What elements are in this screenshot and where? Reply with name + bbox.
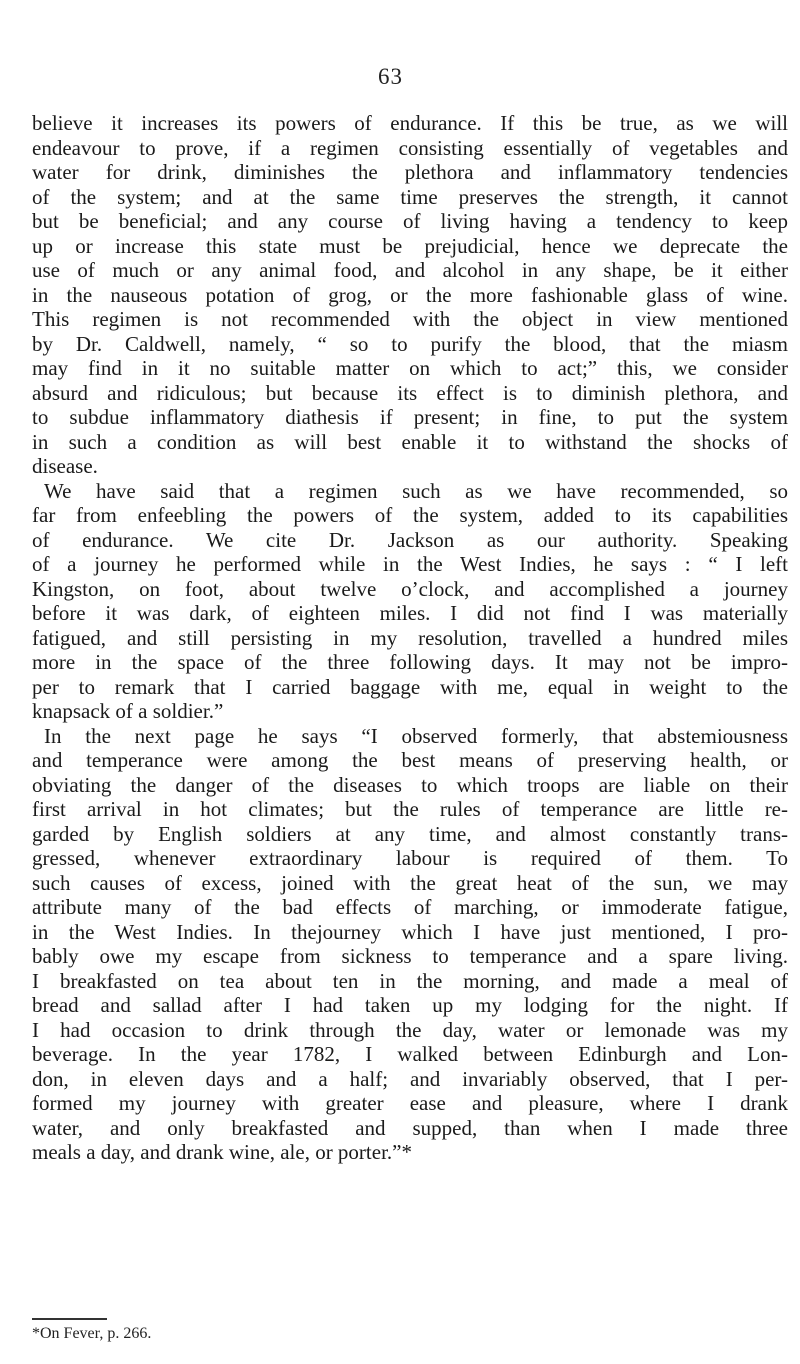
text-line: bread and sallad after I had taken up my lodging for the night. If <box>32 993 788 1017</box>
text-line: bably owe my escape from sickness to temperance and a spare living. <box>32 944 788 968</box>
text-line: meals a day, and drank wine, ale, or porter.”* <box>32 1140 412 1164</box>
text-line: beverage. In the year 1782, I walked between Edinburgh and Lon- <box>32 1042 788 1066</box>
text-line: of a journey he performed while in the West Indies, he says : “ I left <box>32 552 788 576</box>
text-line: knapsack of a soldier.” <box>32 699 224 723</box>
text-line: Kingston, on foot, about twelve o’clock, and accomplished a journey <box>32 576 788 601</box>
text-line: such causes of excess, joined with the great heat of the sun, we may <box>32 870 788 895</box>
footnote-rule <box>32 1318 107 1320</box>
text-line: up or increase this state must be prejudicial, hence we deprecate the <box>32 233 788 258</box>
text-line: absurd and ridiculous; but because its effect is to diminish plethora, and <box>32 380 788 405</box>
paragraph-start-line: We have said that a regimen such as we have recommended, so <box>44 478 788 503</box>
text-line: garded by English soldiers at any time, and almost constantly trans- <box>32 821 788 846</box>
text-line: formed my journey with greater ease and pleasure, where I drank <box>32 1091 788 1115</box>
text-line: gressed, whenever extraordinary labour is required of them. To <box>32 846 788 870</box>
text-line: to subdue inflammatory diathesis if present; in fine, to put the system <box>32 405 788 429</box>
body-text <box>32 111 788 1165</box>
text-line: water for drink, diminishes the plethora and inflammatory tendencies <box>32 160 788 184</box>
text-line: of endurance. We cite Dr. Jackson as our authority. Speaking <box>32 527 788 552</box>
text-line: in the nauseous potation of grog, or the more fashionable glass of wine. <box>32 282 788 307</box>
paragraph-start-line: In the next page he says “I observed formerly, that abstemiousness <box>44 723 788 748</box>
text-line: obviating the danger of the diseases to which troops are liable on their <box>32 772 788 797</box>
text-line: but be beneficial; and any course of living having a tendency to keep <box>32 209 788 233</box>
text-line: by Dr. Caldwell, namely, “ so to purify the blood, that the miasm <box>32 331 788 356</box>
text-line: in the West Indies. In thejourney which I have just mentioned, I pro- <box>32 919 788 944</box>
text-line: use of much or any animal food, and alcohol in any shape, be it either <box>32 258 788 282</box>
text-line: don, in eleven days and a half; and invariably observed, that I per- <box>32 1066 788 1091</box>
text-line: per to remark that I carried baggage with me, equal in weight to the <box>32 674 788 699</box>
text-line: This regimen is not recommended with the object in view mentioned <box>32 307 788 331</box>
text-line: first arrival in hot climates; but the rules of temperance are little re- <box>32 797 788 821</box>
text-line: more in the space of the three following days. It may not be impro- <box>32 650 788 674</box>
text-line: in such a condition as will best enable it to withstand the shocks of <box>32 429 788 454</box>
text-line: I had occasion to drink through the day, water or lemonade was my <box>32 1017 788 1042</box>
footnote: *On Fever, p. 266. <box>32 1325 152 1342</box>
text-line: believe it increases its powers of endurance. If this be true, as we will <box>32 111 788 135</box>
text-line: fatigued, and still persisting in my resolution, travelled a hundred miles <box>32 625 788 650</box>
text-line: endeavour to prove, if a regimen consisting essentially of vegetables and <box>32 135 788 160</box>
text-line: water, and only breakfasted and supped, than when I made three <box>32 1115 788 1140</box>
text-line: before it was dark, of eighteen miles. I did not find I was materially <box>32 601 788 625</box>
text-line: disease. <box>32 454 98 478</box>
text-line: of the system; and at the same time preserves the strength, it cannot <box>32 184 788 209</box>
text-line: attribute many of the bad effects of marching, or immoderate fatigue, <box>32 895 788 919</box>
page-number: 63 <box>378 64 403 89</box>
text-line: I breakfasted on tea about ten in the morning, and made a meal of <box>32 968 788 993</box>
text-line: may find in it no suitable matter on which to act;” this, we consider <box>32 356 788 380</box>
text-line: far from enfeebling the powers of the system, added to its capabilities <box>32 503 788 527</box>
text-line: and temperance were among the best means of preserving health, or <box>32 748 788 772</box>
